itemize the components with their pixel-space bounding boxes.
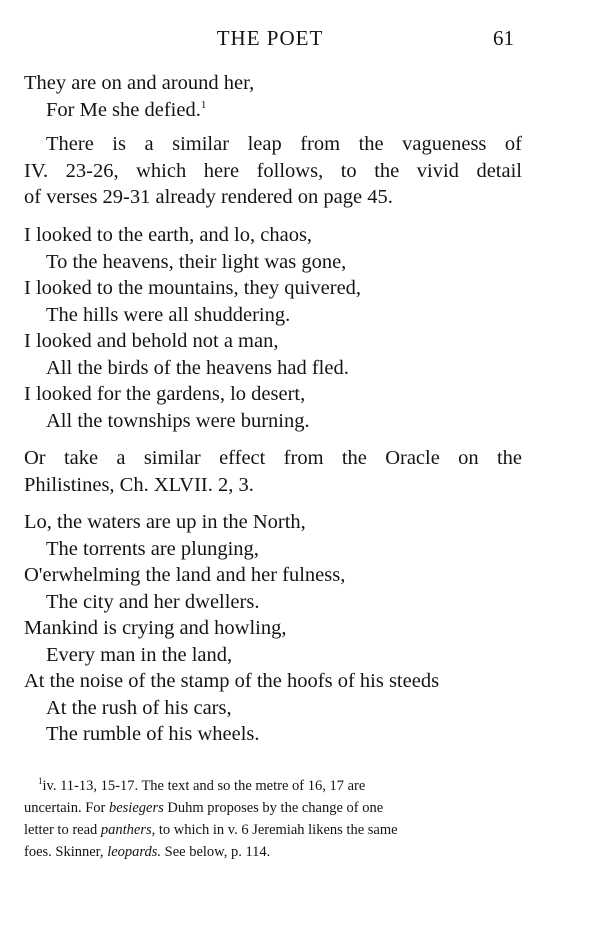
verse-line: I looked and behold not a man, [24,330,279,352]
verse-line: The city and her dwellers. [46,590,260,613]
verse-line: I looked to the earth, and lo, chaos, [24,224,313,246]
page-number: 61 [493,26,514,50]
footnote-text: letter to read [24,822,101,838]
footnote-text: Duhm proposes by the change of one [163,800,384,816]
footnote-line [24,841,522,863]
verse-line: Mankind is crying and howling, [24,617,287,639]
prose-line: Philistines, Ch. XLVII. 2, 3. [24,473,254,496]
prose-line: Or take a similar effect from the Oracle on the [24,447,522,469]
prose-paragraph [24,131,522,211]
footnote-text: See below, p. 114. [161,844,271,860]
footnote-text: uncertain. For [24,800,109,816]
verse-line-text: For Me she defied. [46,98,201,121]
prose-line: There is a similar leap from the vagueness of [46,133,522,155]
footnote-italic-term: besiegers [108,800,164,816]
verse-line: All the townships were burning. [46,409,310,432]
verse-line: They are on and around her, [24,72,255,94]
verse-passage [24,509,522,748]
footnote-line [24,775,522,797]
footnote-reference[interactable]: 1 [200,98,207,111]
verse-line: To the heavens, their light was gone, [46,250,347,273]
footnote-text: to which in v. 6 Jeremiah likens the same [155,822,398,838]
footnote-line [24,797,522,819]
footnote-line [24,819,522,841]
prose-line: IV. 23-26, which here follows, to the vivid detail [24,159,522,182]
verse-line: At the rush of his cars, [46,696,232,719]
footnote [24,775,522,863]
verse-line: The rumble of his wheels. [46,723,260,745]
verse-line: The hills were all shuddering. [46,303,291,326]
footnote-text: iv. 11-13, 15-17. The text and so the metre of 16, 17 are [42,778,366,794]
prose-line: of verses 29-31 already rendered on page 45. [24,186,393,208]
verse-line: O'erwhelming the land and her fulness, [24,564,346,586]
verse-fragment [24,70,522,123]
verse-line: Lo, the waters are up in the North, [24,511,306,533]
footnote-italic-term: leopards. [107,844,162,860]
verse-line: Every man in the land, [46,643,233,666]
verse-line: At the noise of the stamp of the hoofs of his steeds [24,670,440,692]
footnote-mark: 1 [38,776,43,787]
verse-line: The torrents are plunging, [46,537,259,560]
verse-line [24,97,522,124]
running-title: THE POET [216,26,324,50]
footnote-italic-term: panthers, [100,822,156,838]
verse-line: I looked to the mountains, they quivered, [24,277,362,299]
verse-line: I looked for the gardens, lo desert, [24,383,306,405]
verse-passage [24,222,522,434]
verse-line: All the birds of the heavens had fled. [46,356,349,379]
prose-paragraph [24,445,522,498]
footnote-text: foes. Skinner, [24,844,108,860]
